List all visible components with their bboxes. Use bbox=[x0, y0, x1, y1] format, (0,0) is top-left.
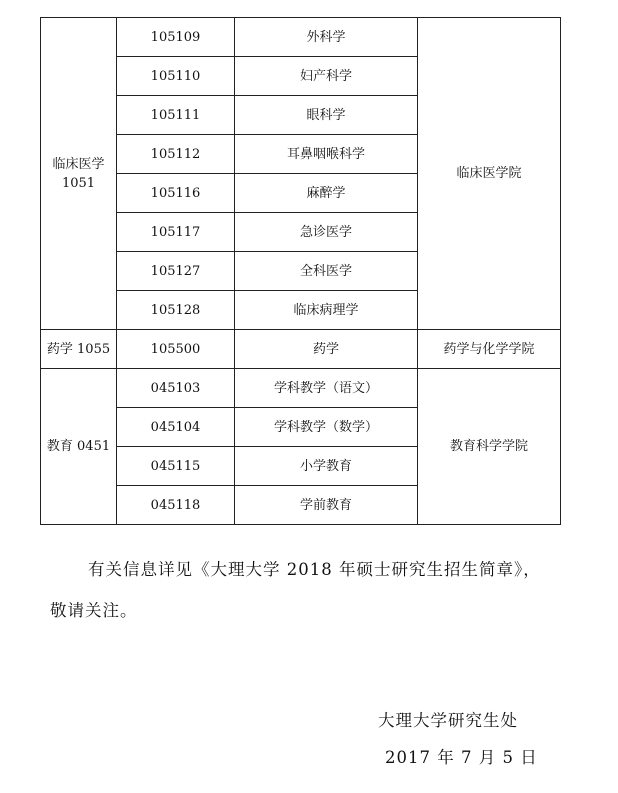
college-cell: 药学与化学学院 bbox=[418, 330, 561, 369]
table-row bbox=[41, 369, 561, 408]
program-name: 全科医学 bbox=[235, 252, 418, 291]
program-name: 外科学 bbox=[235, 18, 418, 57]
discipline-name: 临床医学 bbox=[52, 156, 105, 172]
program-code: 045118 bbox=[117, 486, 235, 525]
program-code: 045104 bbox=[117, 408, 235, 447]
program-name: 学科教学（语文） bbox=[235, 369, 418, 408]
program-name: 妇产科学 bbox=[235, 57, 418, 96]
program-name: 小学教育 bbox=[235, 447, 418, 486]
program-code: 105117 bbox=[117, 213, 235, 252]
program-code: 105112 bbox=[117, 135, 235, 174]
program-name: 药学 bbox=[235, 330, 418, 369]
program-name: 眼科学 bbox=[235, 96, 418, 135]
program-name: 学前教育 bbox=[235, 486, 418, 525]
program-name: 急诊医学 bbox=[235, 213, 418, 252]
program-table bbox=[40, 17, 561, 525]
program-code: 045115 bbox=[117, 447, 235, 486]
program-code: 105111 bbox=[117, 96, 235, 135]
program-code: 105116 bbox=[117, 174, 235, 213]
program-code: 105109 bbox=[117, 18, 235, 57]
program-code: 105500 bbox=[117, 330, 235, 369]
program-name: 学科教学（数学） bbox=[235, 408, 418, 447]
table-row bbox=[41, 18, 561, 57]
program-code: 045103 bbox=[117, 369, 235, 408]
note-line-2: 敬请关注。 bbox=[50, 601, 138, 620]
program-code: 105128 bbox=[117, 291, 235, 330]
college-cell: 教育科学学院 bbox=[418, 369, 561, 525]
college-cell: 临床医学院 bbox=[418, 18, 561, 330]
note-line-1: 有关信息详见《大理大学 2018 年硕士研究生招生简章》， bbox=[88, 560, 541, 579]
program-name: 耳鼻咽喉科学 bbox=[235, 135, 418, 174]
table-row bbox=[41, 330, 561, 369]
signature-org: 大理大学研究生处 bbox=[378, 711, 518, 730]
program-name: 临床病理学 bbox=[235, 291, 418, 330]
discipline-code: 1051 bbox=[61, 175, 96, 191]
signature-date: 2017 年 7 月 5 日 bbox=[385, 748, 538, 767]
program-code: 105127 bbox=[117, 252, 235, 291]
discipline-cell-education: 教育 0451 bbox=[41, 369, 117, 525]
discipline-cell-pharmacy: 药学 1055 bbox=[41, 330, 117, 369]
discipline-cell-clinical bbox=[41, 18, 117, 330]
program-code: 105110 bbox=[117, 57, 235, 96]
program-name: 麻醉学 bbox=[235, 174, 418, 213]
